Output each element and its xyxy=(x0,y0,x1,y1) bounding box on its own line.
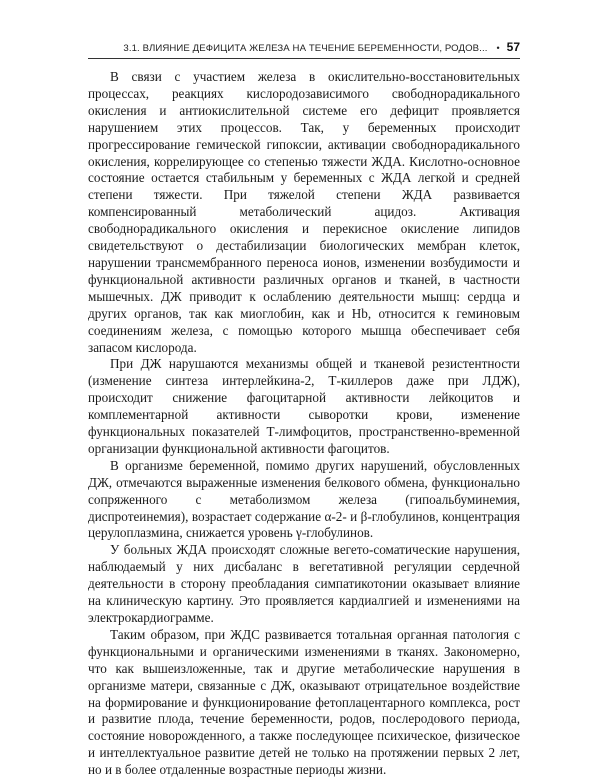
paragraph-iron-redox: В связи с участием железа в окислительно-восстановительных процессах, реакциях кислородозависимого свободнорадикального окисления и антиокислительной системе его дефицит проявляется нарушением этих процессов. Так, у беременных происходит прогрессирование гемической гипоксии, активации свободнорадикального окисления, коррелирующее со степенью тяжести ЖДА. Кислотно-основное состояние остается стабильным у беременных с ЖДА легкой и средней степени тяжести. При тяжелой степени ЖДА развивается компенсированный метаболический ацидоз. Активация свободнорадикального окисления и перекисное окисление липидов свидетельствуют о дестабилизации биологических мембран клеток, нарушении трансмембранного переноса ионов, изменении возбудимости и функциональной активности различных органов и тканей, в частности мышечных. ДЖ приводит к ослаблению деятельности мышц: сердца и других органов, так как миоглобин, как и Hb, относится к геминовым соединениям железа, с помощью которого мышца обеспечивает себя запасом кислорода. xyxy=(88,69,520,355)
paragraph-vegetative-disorders: У больных ЖДА происходят сложные вегето-соматические нарушения, наблюдаемый у них дисбаланс в вегетативной регуляции сердечной деятельности в сторону преобладания симпатикотонии оказывает влияние на клиническую картину. Это проявляется кардиалгией и изменениями на электрокардиограмме. xyxy=(88,542,520,625)
running-header xyxy=(88,40,520,54)
paragraph-conclusion: Таким образом, при ЖДС развивается тотальная органная патология с функциональными и органическими изменениями в тканях. Закономерно, что как вышеизложенные, так и другие метаболические нарушения в организме матери, связанные с ДЖ, оказывают отрицательное воздействие на формирование и функционирование фетоплацентарного комплекса, рост и развитие плода, течение беременности, родов, послеродового периода, состояние новорожденного, а также последующее психическое, физическое и интеллектуальное развитие детей не только на протяжении первых 2 лет, но и в более отдаленные возрастные периоды жизни. xyxy=(88,626,520,778)
paragraph-resistance: При ДЖ нарушаются механизмы общей и тканевой резистентности (изменение синтеза интерлейкина-2, Т-киллеров даже при ЛДЖ), происходит снижение фагоцитарной активности лейкоцитов и комплементарной активности сыворотки крови, изменение функциональных показателей Т-лимфоцитов, пространственно-временной организации функциональной активности фагоцитов. xyxy=(88,356,520,456)
header-rule xyxy=(88,58,520,59)
page-number: 57 xyxy=(506,40,520,54)
bullet-separator: • xyxy=(496,43,500,53)
paragraph-protein-metabolism: В организме беременной, помимо других нарушений, обусловленных ДЖ, отмечаются выраженные изменения белкового обмена, функционально сопряженного с метаболизмом железа (гипоальбуминемия, диспротеинемия), возрастает содержание α-2- и β-глобулинов, концентрация церулоплазмина, снижается уровень γ-глобулинов. xyxy=(88,457,520,541)
body-text xyxy=(88,69,520,779)
running-title: 3.1. ВЛИЯНИЕ ДЕФИЦИТА ЖЕЛЕЗА НА ТЕЧЕНИЕ БЕРЕМЕННОСТИ, РОДОВ... xyxy=(123,43,488,54)
